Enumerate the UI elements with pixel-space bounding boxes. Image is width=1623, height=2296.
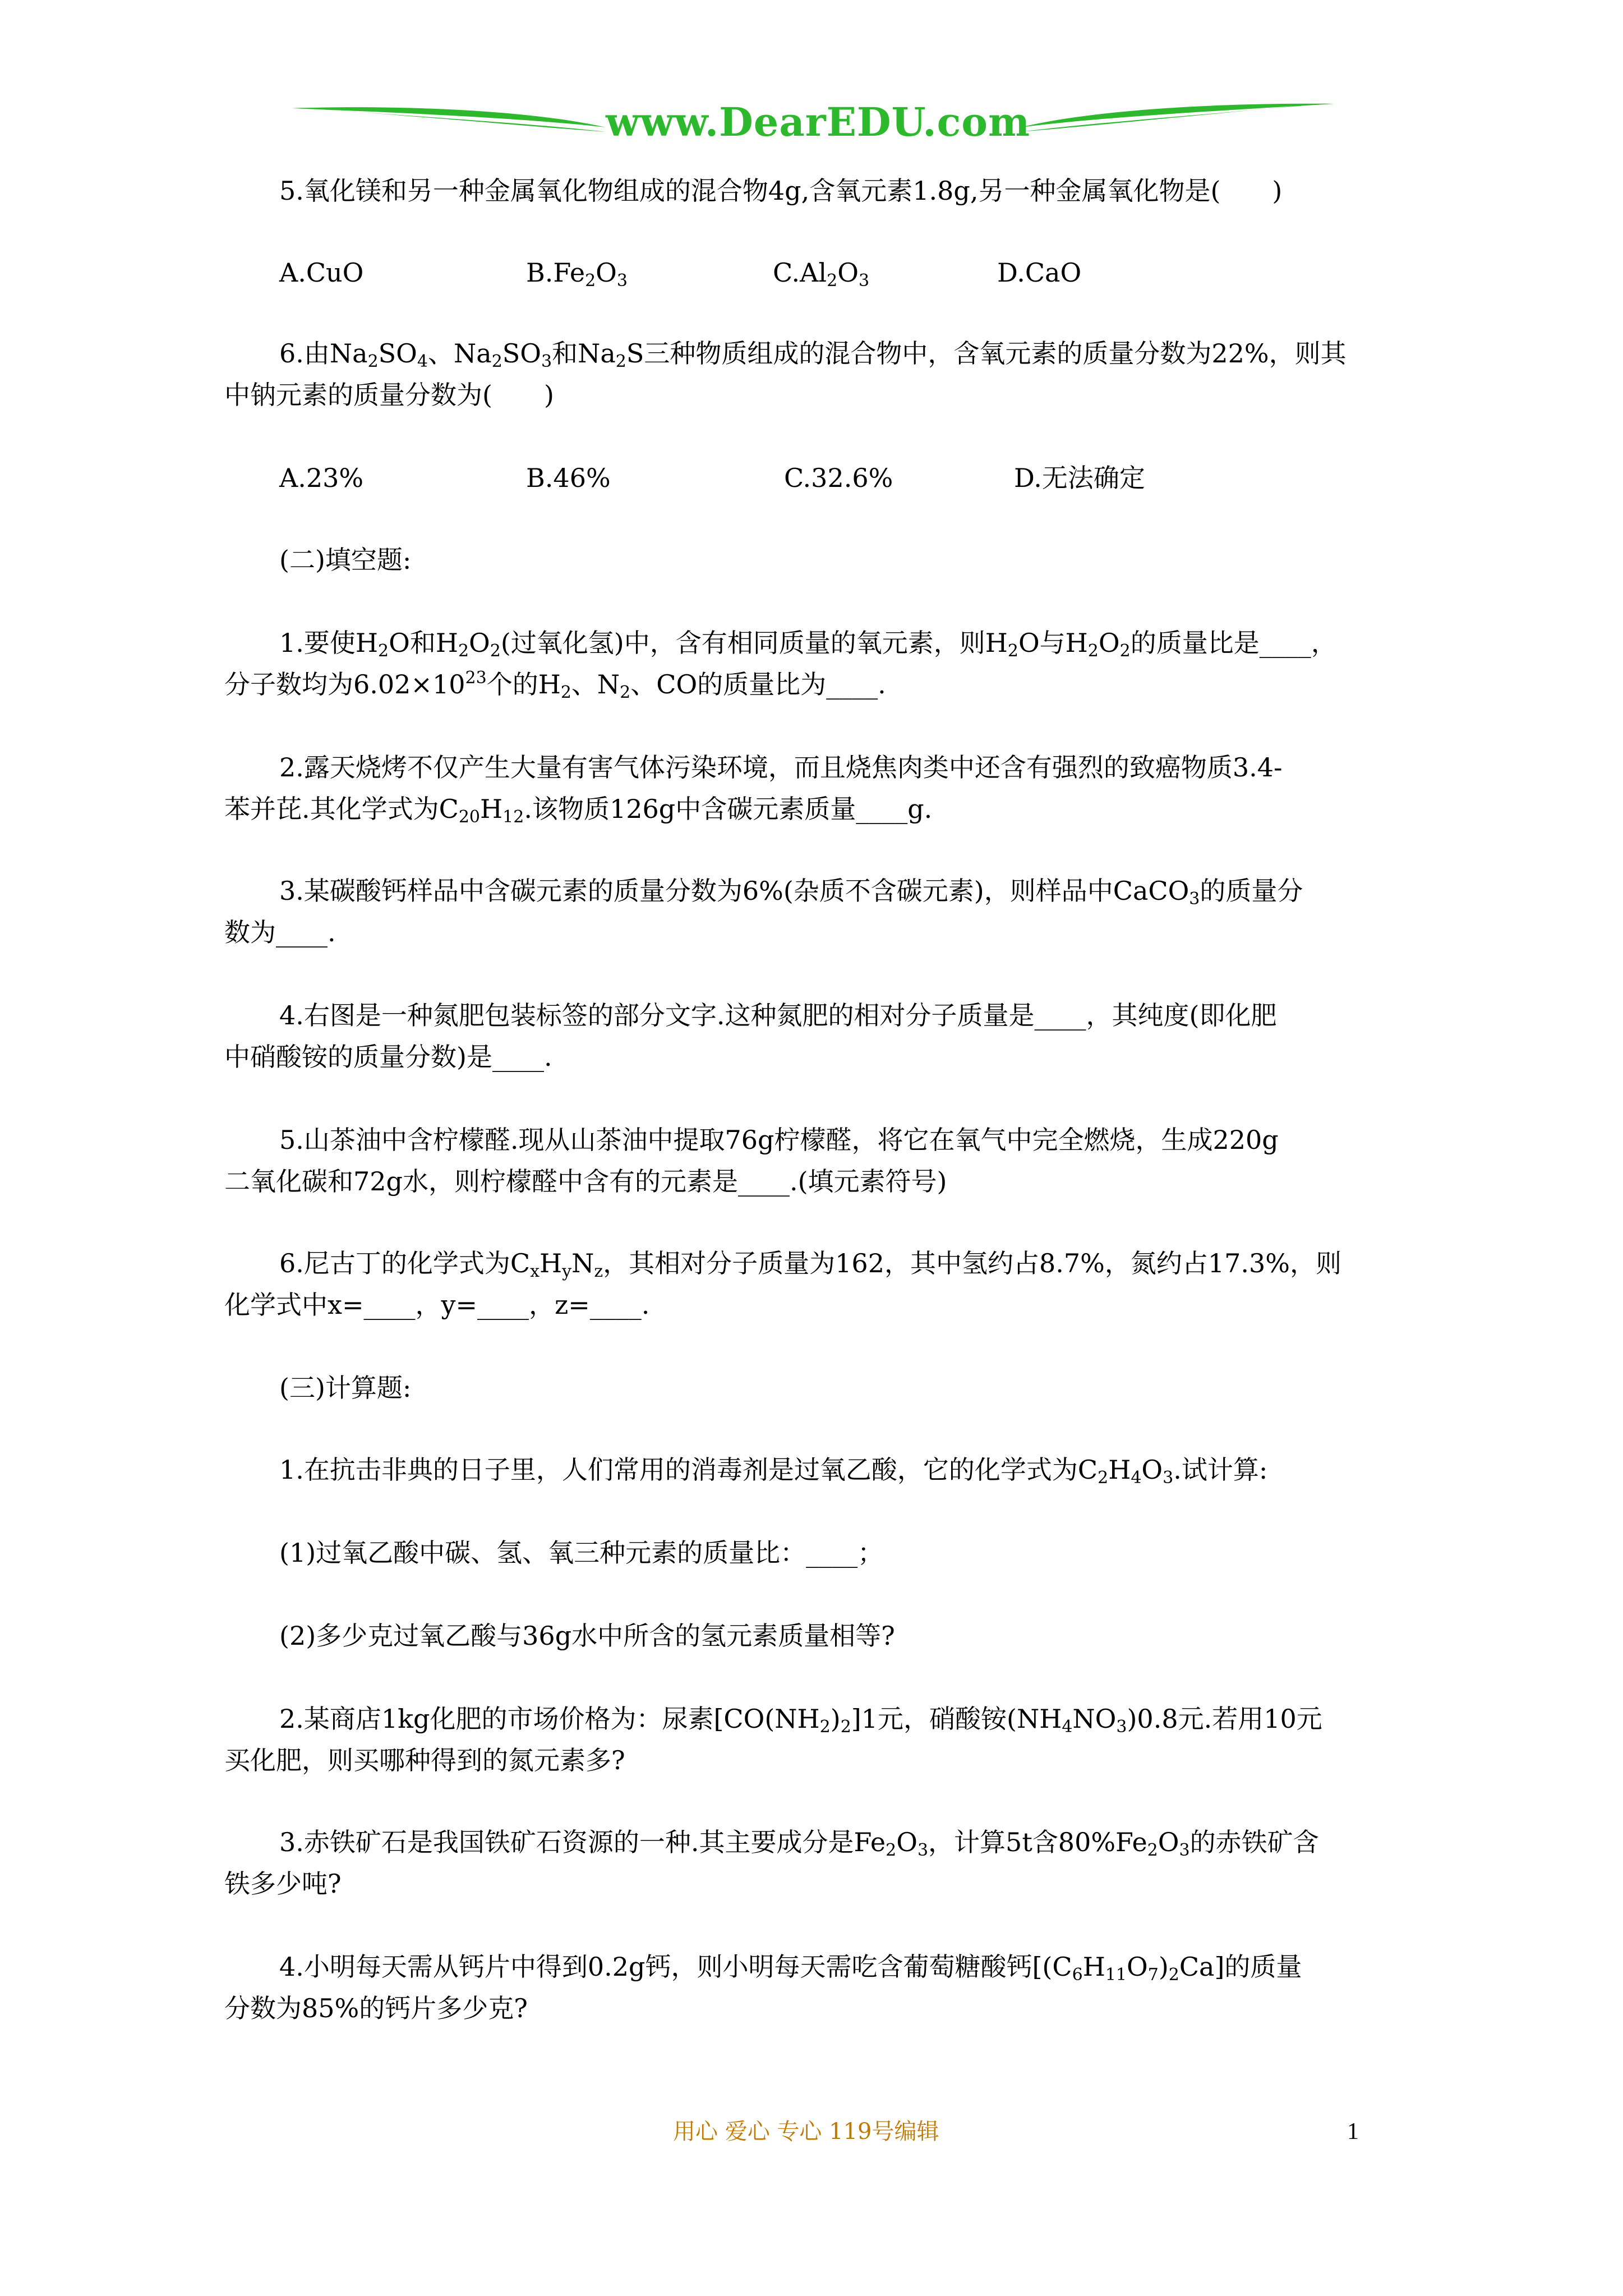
fill-5-line-2: 二氧化碳和72g水，则柠檬醛中含有的元素是____.(填元素符号) <box>224 1166 947 1197</box>
fill-3-line-2: 数为____. <box>224 917 336 947</box>
fill-3-line-1: 3.某碳酸钙样品中含碳元素的质量分数为6%(杂质不含碳元素)，则样品中CaCO$_3$的质量分 <box>279 876 1303 909</box>
fill-2-line-2: 苯并芘.其化学式为$C_{20}H_{12}$.该物质126g中含碳元素质量____g. <box>224 794 933 827</box>
section-heading-calculation: (三)计算题: <box>279 1373 412 1403</box>
fill-6-line-1: 6.尼古丁的化学式为$C_xH_yN_z$，其相对分子质量为162，其中氢约占8.7%，氮约占17.3%，则 <box>279 1248 1341 1281</box>
option-b: B.46% <box>526 463 611 493</box>
calc-1-line-1: 1.在抗击非典的日子里，人们常用的消毒剂是过氧乙酸，它的化学式为$C_2H_4O_3$.试计算: <box>279 1455 1268 1488</box>
section-heading-fill-in: (二)填空题: <box>279 545 412 575</box>
option-d: D.CaO <box>997 257 1082 288</box>
calc-2-line-2: 买化肥，则买哪种得到的氮元素多? <box>224 1745 625 1775</box>
question-6-line-2: 中钠元素的质量分数为( ) <box>224 380 554 410</box>
option-c: C.32.6% <box>784 463 893 493</box>
footer-text: 用心 爱心 专心 119号编辑 <box>673 2119 939 2145</box>
fill-4-line-2: 中硝酸铵的质量分数)是____. <box>224 1042 552 1072</box>
question-5-options <box>279 256 1177 289</box>
site-logo-text[interactable]: www.DearEDU.com <box>606 99 1031 145</box>
question-6-options <box>279 461 1177 495</box>
calc-4-line-1: 4.小明每天需从钙片中得到0.2g钙，则小明每天需吃含葡萄糖酸钙$[(C_6H_{11}O_7)_2Ca]$的质量 <box>279 1952 1302 1985</box>
option-d: D.无法确定 <box>1014 463 1145 493</box>
page-footer <box>0 2115 1623 2148</box>
fill-1-line-2: 分子数均为$6.02\times 10^{23}$个的$H_2$、$N_2$、CO的质量比为____. <box>224 668 886 702</box>
option-a: A.CuO <box>279 257 364 288</box>
calc-1-sub-1: (1)过氧乙酸中碳、氢、氧三种元素的质量比：____； <box>279 1538 884 1568</box>
fill-2-line-1: 2.露天烧烤不仅产生大量有害气体污染环境，而且烧焦肉类中还含有强烈的致癌物质3.4- <box>279 752 1283 783</box>
question-5: 5.氧化镁和另一种金属氧化物组成的混合物4g,含氧元素1.8g,另一种金属氧化物是( ) <box>279 176 1283 206</box>
fill-1-line-1: 1.要使$H_2O$和$H_2O_2$(过氧化氢)中，含有相同质量的氧元素，则$H_2O$与$H_2O_2$的质量比是____， <box>279 628 1337 661</box>
calc-3-line-1: 3.赤铁矿石是我国铁矿石资源的一种.其主要成分是$Fe_2O_3$，计算5t含$80\%Fe_2O_3$的赤铁矿含 <box>279 1827 1319 1860</box>
calc-3-line-2: 铁多少吨? <box>224 1869 342 1899</box>
fill-5-line-1: 5.山茶油中含柠檬醛.现从山茶油中提取76g柠檬醛，将它在氧气中完全燃烧，生成220g <box>279 1125 1279 1155</box>
fill-6-line-2: 化学式中x=____，y=____，z=____. <box>224 1290 650 1320</box>
calc-4-line-2: 分数为85%的钙片多少克? <box>224 1993 528 2023</box>
question-6-line-1: 6.由$Na_2SO_4$、$Na_2SO_3$和$Na_2S$三种物质组成的混合物中，含氧元素的质量分数为22%，则其 <box>279 338 1347 371</box>
option-a: A.23% <box>279 463 364 493</box>
option-b: $B.Fe_2O_3$ <box>526 257 628 291</box>
page-number: 1 <box>1347 2119 1359 2145</box>
fill-4-line-1: 4.右图是一种氮肥包装标签的部分文字.这种氮肥的相对分子质量是____，其纯度(即化肥 <box>279 1000 1277 1030</box>
calc-1-sub-2: (2)多少克过氧乙酸与36g水中所含的氢元素质量相等? <box>279 1621 895 1651</box>
calc-2-line-1: 2.某商店1kg化肥的市场价格为：尿素$[CO(NH_2)_2]1$元，硝酸铵$(NH_4NO_3)0.8$元.若用10元 <box>279 1704 1322 1737</box>
option-c: $C.Al_2O_3$ <box>773 257 870 291</box>
